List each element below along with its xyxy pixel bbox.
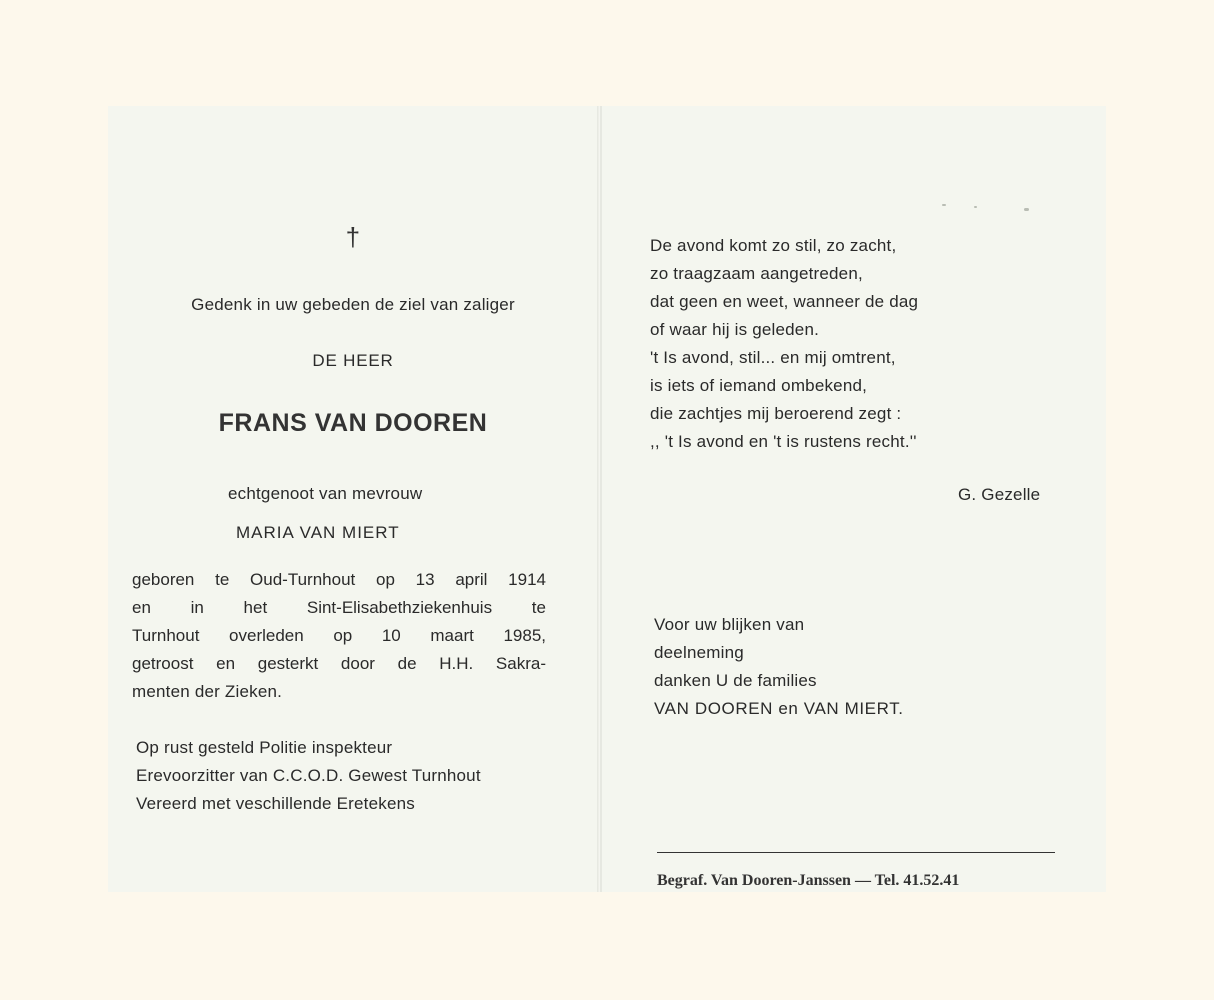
bio-word: het xyxy=(243,598,268,617)
right-panel xyxy=(600,106,1106,892)
title-line: DE HEER xyxy=(312,351,394,370)
bio-word: te xyxy=(215,570,230,589)
bio-line-1 xyxy=(132,571,546,588)
bio-word: geboren xyxy=(132,570,195,589)
bio-word: te xyxy=(531,598,546,617)
poem-line-7: die zachtjes mij beroerend zegt : xyxy=(650,404,902,423)
bio-word: H.H. xyxy=(439,654,474,673)
thanks-line-3: danken U de families xyxy=(654,671,817,690)
thanks-line-1: Voor uw blijken van xyxy=(654,615,805,634)
honor-line-1: Op rust gesteld Politie inspekteur xyxy=(136,738,393,757)
printer-divider xyxy=(657,852,1055,853)
printer-line: Begraf. Van Dooren-Janssen — Tel. 41.52.41 xyxy=(657,872,960,889)
bio-word: 1985, xyxy=(503,626,546,645)
bio-word: Sakra- xyxy=(495,654,546,673)
bio-line-2 xyxy=(132,599,546,616)
cross-icon: † xyxy=(345,222,361,252)
poem-line-3: dat geen en weet, wanneer de dag xyxy=(650,292,919,311)
honor-line-2: Erevoorzitter van C.C.O.D. Gewest Turnhout xyxy=(136,766,481,785)
bio-word: 13 xyxy=(415,570,435,589)
poem-line-5: 't Is avond, stil... en mij omtrent, xyxy=(650,348,896,367)
bio-word: op xyxy=(376,570,395,589)
poem-line-6: is iets of iemand ombekend, xyxy=(650,376,868,395)
bio-word: april xyxy=(455,570,488,589)
bio-word: getroost xyxy=(132,654,194,673)
bio-word: Turnhout xyxy=(132,626,200,645)
bio-word: Oud-Turnhout xyxy=(250,570,356,589)
bio-word: Sint-Elisabethziekenhuis xyxy=(306,598,493,617)
bio-word: 10 xyxy=(381,626,401,645)
bio-word: en xyxy=(132,598,151,617)
bio-word: 1914 xyxy=(508,570,546,589)
left-panel xyxy=(108,106,599,892)
deceased-name: FRANS VAN DOOREN xyxy=(218,409,488,437)
poem-line-8: ,, 't Is avond en 't is rustens recht.'' xyxy=(650,432,917,451)
bio-word: overleden xyxy=(229,626,304,645)
paper-speck xyxy=(1024,208,1029,211)
paper-speck xyxy=(942,204,946,206)
bio-word: gesterkt xyxy=(257,654,319,673)
bio-line-3 xyxy=(132,627,546,644)
poem-line-2: zo traagzaam aangetreden, xyxy=(650,264,863,283)
bio-word: in xyxy=(190,598,204,617)
spouse-intro: echtgenoot van mevrouw xyxy=(228,484,423,503)
bio-word: door xyxy=(340,654,375,673)
bio-word: en xyxy=(216,654,236,673)
paper-speck xyxy=(974,206,977,208)
bio-line-4 xyxy=(132,655,546,672)
bio-word: de xyxy=(397,654,417,673)
spouse-name: MARIA VAN MIERT xyxy=(236,523,400,542)
poem-line-1: De avond komt zo stil, zo zacht, xyxy=(650,236,897,255)
thanks-line-2: deelneming xyxy=(654,643,744,662)
bio-word: maart xyxy=(430,626,474,645)
poem-author: G. Gezelle xyxy=(958,485,1041,504)
poem-line-4: of waar hij is geleden. xyxy=(650,320,820,339)
bio-line-5: menten der Zieken. xyxy=(132,682,283,701)
intro-line: Gedenk in uw gebeden de ziel van zaliger xyxy=(191,295,515,314)
honor-line-3: Vereerd met veschillende Eretekens xyxy=(136,794,415,813)
bio-word: op xyxy=(333,626,353,645)
thanks-line-4: VAN DOOREN en VAN MIERT. xyxy=(654,699,904,718)
